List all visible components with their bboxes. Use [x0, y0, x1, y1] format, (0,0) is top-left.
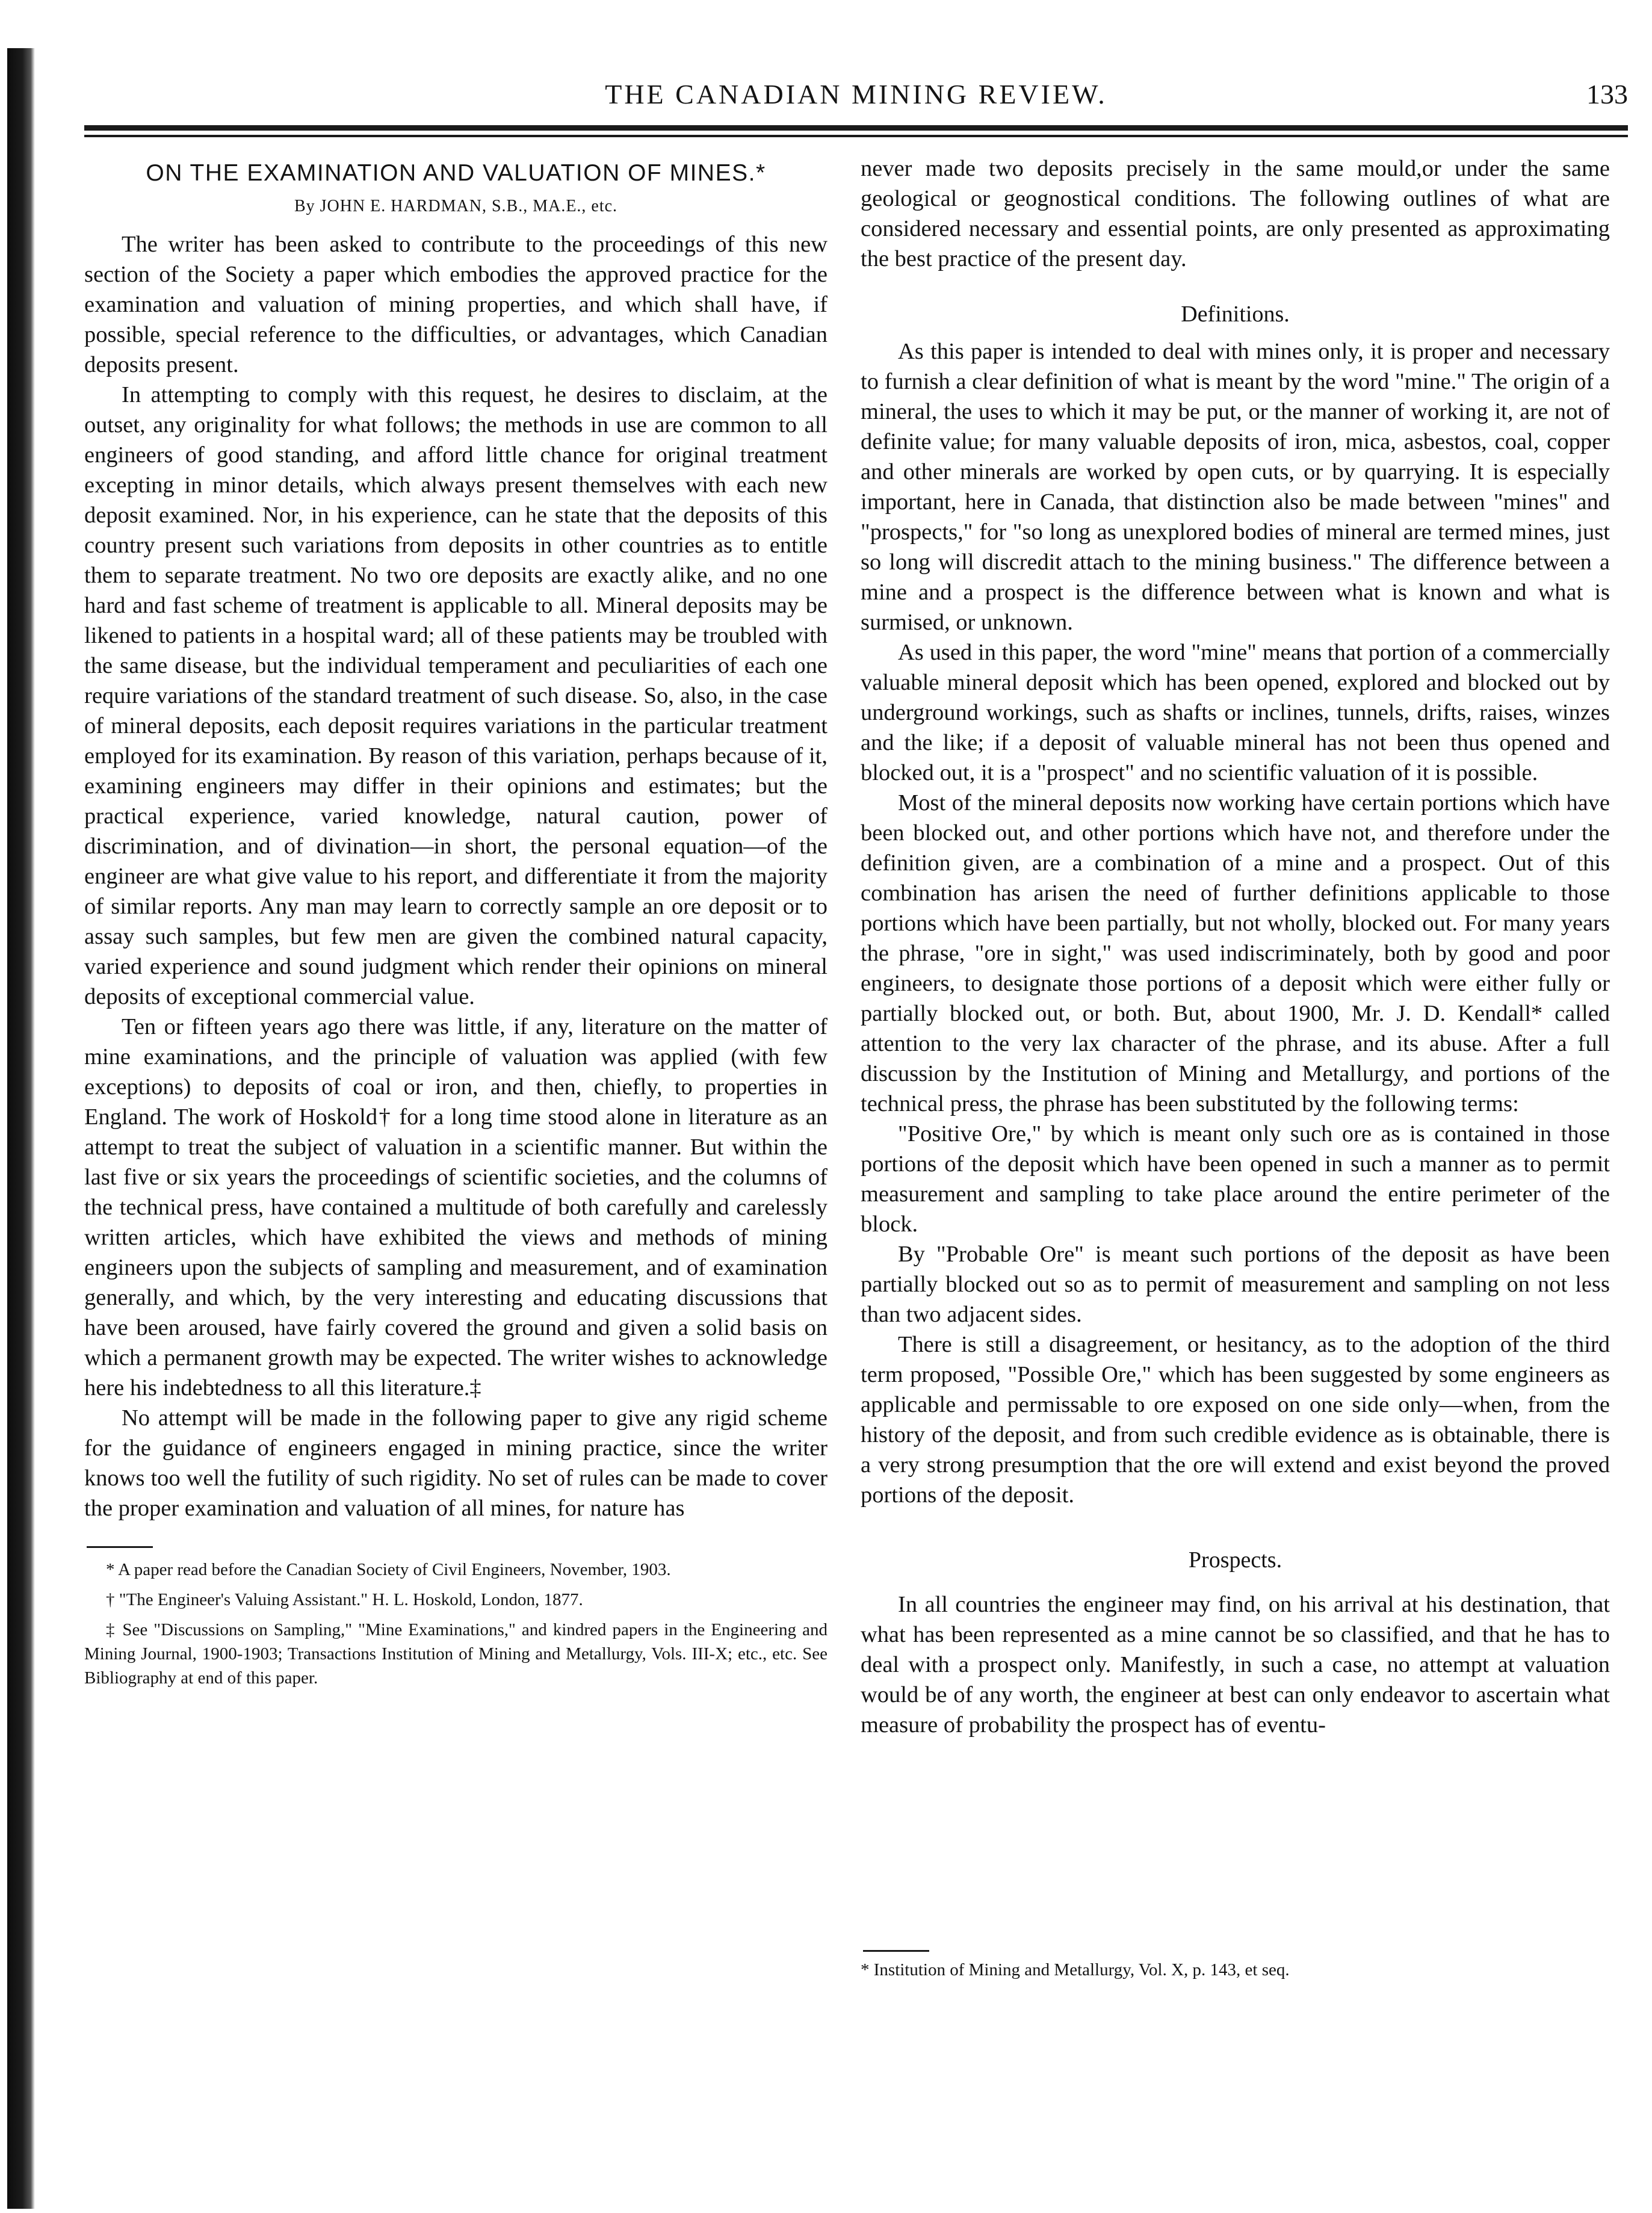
section-heading-prospects: Prospects. [1188, 1547, 1282, 1573]
page-number: 133 [1586, 79, 1628, 110]
right-column [861, 153, 1610, 1740]
header-rule-thin [84, 135, 1628, 137]
footnote: * Institution of Mining and Metallurgy, Vol. X, p. 143, et seq. [861, 1960, 1290, 1979]
footnote-rule [863, 1950, 929, 1952]
paragraph: By "Probable Ore" is meant such portions of the deposit as have been partially blocked out so as to permit of measurement and sampling on not less than two adjacent sides. [861, 1242, 1610, 1327]
footnote: † "The Engineer's Valuing Assistant." H. L. Hoskold, London, 1877. [106, 1590, 583, 1609]
header-rule-thick [84, 125, 1628, 131]
section-heading-definitions: Definitions. [1181, 302, 1290, 327]
paragraph: The writer has been asked to contribute to the proceedings of this new section of the Society a paper which embodies the approved practice for the examination and valuation of mining properties, and which shall have, if possible, special reference to the difficulties, or advantages, which Canadian deposits present. [84, 232, 828, 377]
right-footnotes [861, 1950, 1610, 1988]
paragraph: Ten or fifteen years ago there was little, if any, literature on the matter of mine examinations, and the principle of valuation was applied (with few exceptions) to deposits of coal or iron, and then, chiefly, to properties in England. The work of Hoskold† for a long time stood alone in literature as an attempt to treat the subject of valuation in a scientific manner. But within the last five or six years the proceedings of scientific societies, and the columns of the technical press, have contained a multitude of both carefully and carelessly written articles, which have exhibited the views and methods of mining engineers upon the subjects of sampling and measurement, and of examination generally, and which, by the very interesting and educating discussions that have been aroused, have fairly covered the ground and given a solid basis on which a permanent growth may be expected. The writer wishes to acknowledge here his indebtedness to all this literature.‡ [84, 1014, 828, 1401]
left-footnotes [84, 1546, 828, 1690]
paragraph: As this paper is intended to deal with mines only, it is proper and necessary to furnish a clear definition of what is meant by the word "mine." The origin of a mineral, the uses to which it may be put, or the manner of working it, are not of definite value; for many valuable deposits of iron, mica, asbestos, coal, copper and other minerals are worked by open cuts, or by quarrying. It is especially important, here in Canada, that distinction also be made between "mines" and "prospects," for "so long as unexplored bodies of mineral are termed mines, just so long will discredit attach to the mining business." The difference between a mine and a prospect is the difference between what is known and what is surmised, or unknown. [861, 339, 1610, 635]
article-byline: By JOHN E. HARDMAN, S.B., MA.E., etc. [294, 197, 618, 215]
paragraph: As used in this paper, the word "mine" means that portion of a commercially valuable mineral deposit which has been opened, explored and blocked out by underground workings, such as shafts or inclines, tunnels, drifts, raises, winzes and the like; if a deposit of valuable mineral has not been thus opened and blocked out, it is a "prospect" and no scientific valuation of it is possible. [861, 640, 1610, 785]
paragraph: In all countries the engineer may find, on his arrival at his destination, that what has been represented as a mine cannot be so classified, and that he has to deal with a prospect only. Manifestly, in such a case, no attempt at valuation would be of any worth, the engineer at best can only endeavor to ascertain what measure of probability the prospect has of eventu- [861, 1592, 1610, 1738]
paragraph: "Positive Ore," by which is meant only such ore as is contained in those portions of the deposit which have been opened in such a manner as to permit measurement and sampling to take place around the entire perimeter of the block. [861, 1121, 1610, 1237]
running-head: THE CANADIAN MINING REVIEW. [605, 79, 1107, 110]
paragraph: never made two deposits precisely in the same mould,or under the same geological or geognostical conditions. The following outlines of what are considered necessary and essential points, are only presented as approximating the best practice of the present day. [861, 156, 1610, 271]
footnote: * A paper read before the Canadian Society of Civil Engineers, November, 1903. [106, 1560, 671, 1579]
page-header [84, 78, 1628, 120]
paragraph: No attempt will be made in the following paper to give any rigid scheme for the guidance of engineers engaged in mining practice, since the writer knows too well the futility of such rigidity. No set of rules can be made to cover the proper examination and valuation of all mines, for nature has [84, 1405, 828, 1521]
page-binding-edge [7, 48, 35, 2209]
paragraph: Most of the mineral deposits now working have certain portions which have been blocked out, and other portions which have not, and therefore under the definition given, are a combination of a mine and a prospect. Out of this combination has arisen the need of further definitions applicable to those portions which have been partially, but not wholly, blocked out. For many years the phrase, "ore in sight," was used indiscriminately, both by good and poor engineers, to designate those portions of a deposit which were either fully or partially blocked out, or both. But, about 1900, Mr. J. D. Kendall* called attention to the very lax character of the phrase, and its abuse. After a full discussion by the Institution of Mining and Metallurgy, and portions of the technical press, the phrase has been substituted by the following terms: [861, 790, 1610, 1116]
footnote: ‡ See "Discussions on Sampling," "Mine Examinations," and kindred papers in the Engineering and Mining Journal, 1900-1903; Transactions Institution of Mining and Metallurgy, Vols. III-X; etc., etc. See Bibliography at end of this paper. [84, 1620, 828, 1688]
paragraph: There is still a disagreement, or hesitancy, as to the adoption of the third term proposed, "Possible Ore," which has been suggested by some engineers as applicable and permissable to ore exposed on one side only—when, from the history of the deposit, and from such credible evidence as is obtainable, there is a very strong presumption that the ore will extend and exist beyond the proved portions of the deposit. [861, 1332, 1610, 1508]
paragraph: In attempting to comply with this request, he desires to disclaim, at the outset, any originality for what follows; the methods in use are common to all engineers of good standing, and afford little chance for original treatment excepting in minor details, which always present themselves with each new deposit examined. Nor, in his experience, can he state that the deposits of this country present such variations from deposits in other countries as to entitle them to separate treatment. No two ore deposits are exactly alike, and no one hard and fast scheme of treatment is applicable to all. Mineral deposits may be likened to patients in a hospital ward; all of these patients may be troubled with the same disease, but the individual temperament and peculiarities of each one require variations of the standard treatment of such disease. So, also, in the case of mineral deposits, each deposit requires variations in the particular treatment employed for its examination. By reason of this variation, perhaps because of it, examining engineers may differ in their opinions and estimates; but the practical experience, varied knowledge, natural caution, power of discrimination, and of divination—in short, the personal equation—of the engineer are what give value to his report, and differentiate it from the majority of similar reports. Any man may learn to correctly sample an ore deposit or to assay such samples, but few men are given the combined natural capacity, varied experience and sound judgment which render their opinions on mineral deposits of exceptional commercial value. [84, 382, 828, 1009]
footnote-rule [87, 1546, 153, 1548]
left-column [84, 153, 828, 1696]
article-title: ON THE EXAMINATION AND VALUATION OF MINES.* [146, 160, 766, 186]
